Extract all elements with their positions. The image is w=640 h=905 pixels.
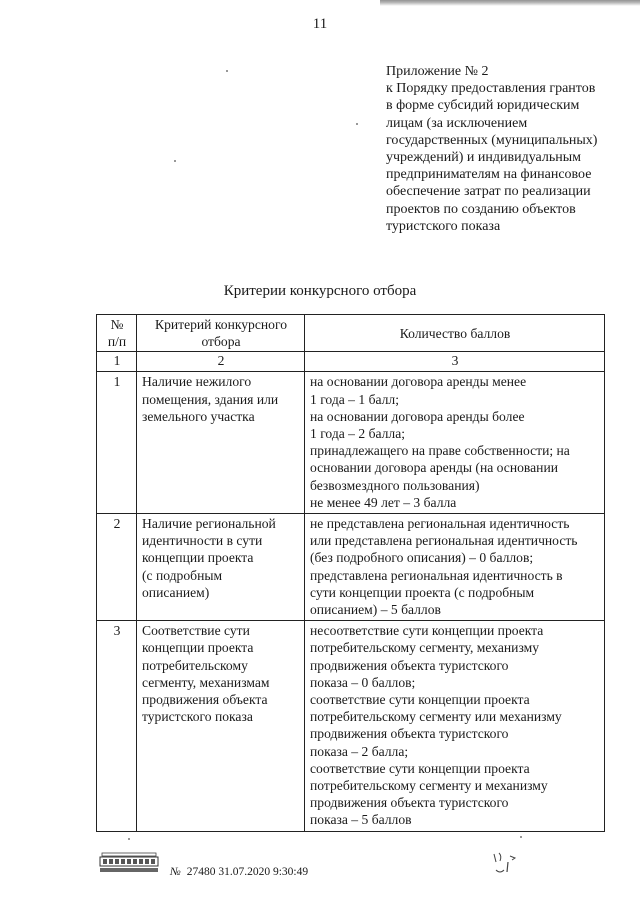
score-line: показа – 2 балла; [310, 743, 409, 759]
score-cell [305, 372, 605, 514]
header-num [97, 315, 137, 352]
appendix-line: учреждений) и индивидуальным [386, 150, 582, 166]
header-criterion-line: отбора [201, 334, 241, 350]
score-line: (без подробного описания) – 0 баллов; [310, 550, 534, 566]
column-number: 2 [137, 352, 305, 372]
score-line: безвозмездного пользования) [310, 477, 480, 493]
score-line: или представлена региональная идентичность [310, 533, 578, 549]
scan-speck [356, 123, 358, 125]
criterion-line: концепции проекта [142, 640, 254, 656]
criterion-line: идентичности в сути [142, 533, 263, 549]
score-line: потребительскому сегменту или механизму [310, 709, 562, 725]
table-row [97, 514, 605, 621]
score-line: 1 года – 2 балла; [310, 426, 406, 442]
criteria-table-body [97, 372, 605, 831]
scan-speck [128, 838, 130, 840]
header-criterion [137, 315, 305, 352]
table-header-row [97, 315, 605, 352]
table-row [97, 372, 605, 514]
document-number: 27480 [186, 866, 216, 878]
column-number-row [97, 352, 605, 372]
score-line: сути концепции проекта (с подробным [310, 584, 535, 600]
header-score-line: Количество баллов [399, 325, 511, 341]
criteria-table [96, 314, 605, 832]
row-number: 1 [97, 372, 137, 514]
score-line: продвижения объекта туристского [310, 657, 509, 673]
criterion-line: продвижения объекта [142, 692, 268, 708]
column-number: 3 [305, 352, 605, 372]
criterion-line: сегменту, механизмам [142, 674, 270, 690]
header-score [305, 315, 605, 352]
score-line: описанием) – 5 баллов [310, 602, 441, 618]
score-line: принадлежащего на праве собственности; на [310, 443, 570, 459]
appendix-line: предпринимателям на финансовое [386, 167, 592, 183]
header-criterion-line: Критерий конкурсного [155, 317, 287, 332]
score-line: соответствие сути концепции проекта [310, 692, 530, 708]
header-num-line: № [110, 317, 124, 332]
criterion-cell [137, 621, 305, 831]
criterion-line: туристского показа [142, 709, 253, 725]
criterion-cell [137, 514, 305, 621]
document-title: Критерии конкурсного отбора [223, 283, 417, 299]
score-line: потребительскому сегменту и механизму [310, 778, 548, 794]
score-line: продвижения объекта туристского [310, 726, 509, 742]
appendix-line: Приложение № 2 [386, 64, 489, 79]
appendix-line: государственных (муниципальных) [386, 132, 598, 148]
score-line: на основании договора аренды более [310, 408, 525, 424]
score-line: несоответствие сути концепции проекта [310, 623, 544, 639]
criterion-line: концепции проекта [142, 550, 254, 566]
scan-edge-shadow [380, 0, 640, 6]
document-number-mark: № [170, 866, 181, 878]
score-line: продвижения объекта туристского [310, 795, 509, 811]
criterion-line: потребительскому [142, 657, 248, 673]
score-line: не представлена региональная идентичность [310, 516, 570, 532]
score-line: потребительскому сегменту, механизму [310, 640, 540, 656]
appendix-line: лицам (за исключением [386, 115, 528, 131]
criterion-line: помещения, здания или [142, 391, 279, 407]
score-line: показа – 5 баллов [310, 812, 412, 828]
table-row [97, 621, 605, 831]
criterion-line: (с подробным [142, 567, 223, 583]
document-stamp [170, 866, 308, 878]
score-line: соответствие сути концепции проекта [310, 760, 530, 776]
scan-speck [226, 70, 228, 72]
score-line: представлена региональная идентичность в [310, 567, 563, 583]
appendix-block [386, 63, 626, 235]
page-number: 11 [312, 16, 328, 32]
criterion-line: земельного участка [142, 408, 255, 424]
appendix-line: проектов по созданию объектов [386, 201, 576, 217]
appendix-line: в форме субсидий юридическим [386, 98, 580, 114]
appendix-line: обеспечение затрат по реализации [386, 184, 591, 200]
criterion-line: Соответствие сути [142, 623, 250, 639]
appendix-line: туристского показа [386, 218, 501, 234]
criterion-line: описанием) [142, 584, 210, 600]
score-line: не менее 49 лет – 3 балла [310, 494, 457, 510]
handwritten-mark-icon [490, 848, 520, 876]
row-number: 2 [97, 514, 137, 621]
scan-speck [174, 160, 176, 162]
score-line: 1 года – 1 балл; [310, 391, 399, 407]
scan-speck [520, 836, 522, 838]
score-line: показа – 0 баллов; [310, 674, 416, 690]
criterion-line: Наличие региональной [142, 516, 276, 532]
score-line: на основании договора аренды менее [310, 374, 527, 390]
score-cell [305, 621, 605, 831]
criterion-cell [137, 372, 305, 514]
document-system-logo [98, 851, 160, 875]
score-line: основании договора аренды (на основании [310, 460, 558, 476]
criterion-line: Наличие нежилого [142, 374, 252, 390]
header-num-line: п/п [107, 334, 127, 350]
document-datetime: 31.07.2020 9:30:49 [218, 866, 309, 878]
appendix-line: к Порядку предоставления грантов [386, 81, 596, 97]
column-number: 1 [97, 352, 137, 372]
row-number: 3 [97, 621, 137, 831]
score-cell [305, 514, 605, 621]
